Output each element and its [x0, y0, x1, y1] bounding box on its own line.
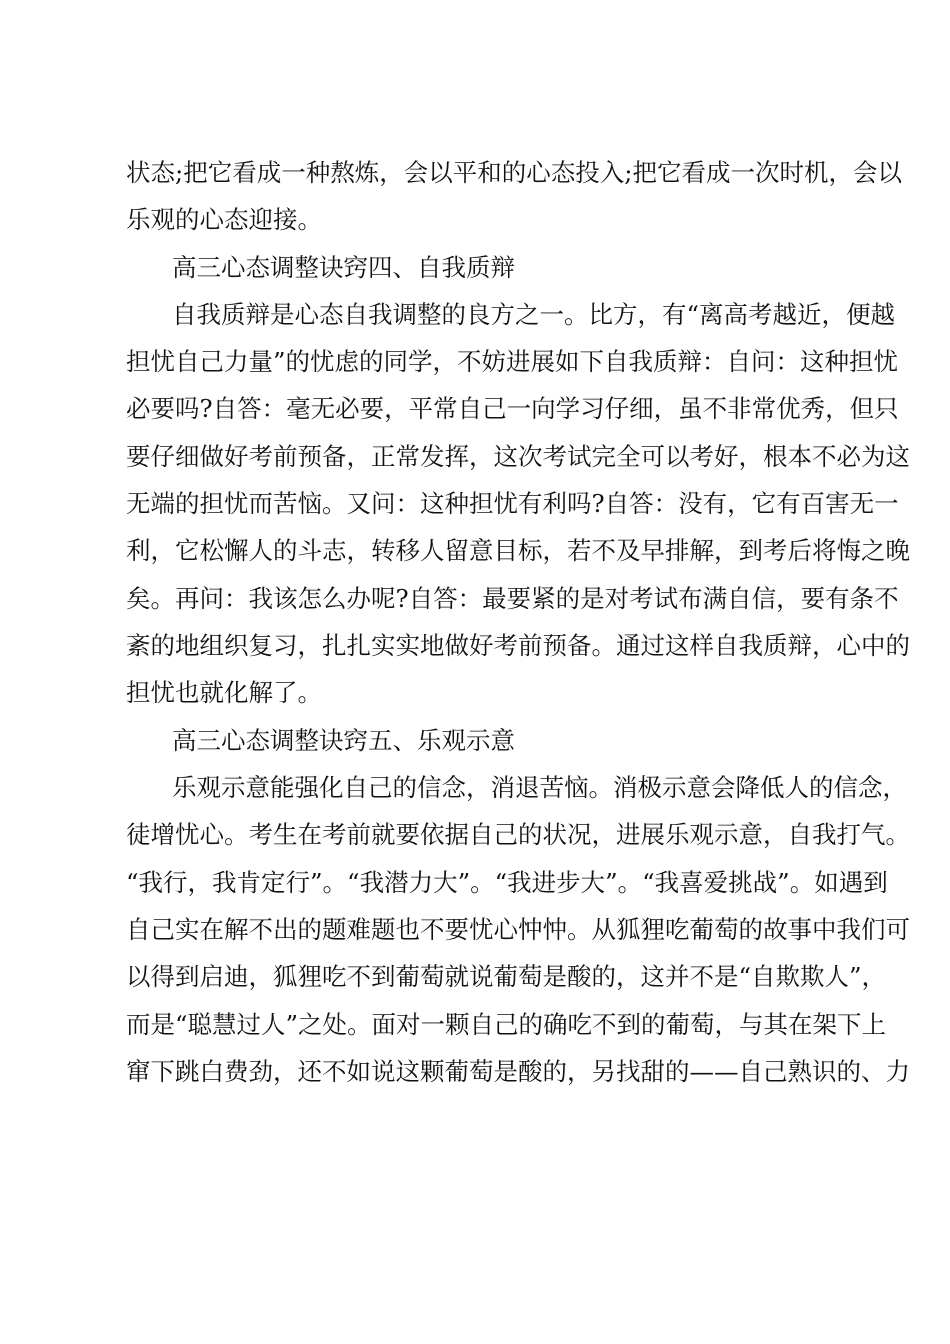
body-text-line: 要仔细做好考前预备，正常发挥，这次考试完全可以考好，根本不必为这	[126, 442, 910, 471]
body-text-line: 乐观的心态迎接。	[126, 205, 322, 234]
body-text-line: 乐观示意能强化自己的信念，消退苦恼。消极示意会降低人的信念，	[172, 773, 907, 802]
body-text-line: 窜下跳白费劲，还不如说这颗葡萄是酸的，另找甜的——自己熟识的、力	[126, 1057, 910, 1086]
body-text-line: “我行，我肯定行”。“我潜力大”。“我进步大”。“我喜爱挑战”。如遇到	[126, 868, 888, 897]
body-text-line: 担忧也就化解了。	[126, 678, 322, 707]
body-text-line: 利，它松懈人的斗志，转移人留意目标，若不及早排解，到考后将悔之晚	[126, 536, 910, 565]
body-text-line: 必要吗?自答：毫无必要，平常自己一向学习仔细，虽不非常优秀，但只	[126, 394, 899, 423]
section-heading: 高三心态调整诀窍四、自我质辩	[172, 253, 515, 282]
body-text-line: 自己实在解不出的题难题也不要忧心忡忡。从狐狸吃葡萄的故事中我们可	[126, 915, 910, 944]
body-text-line: 以得到启迪，狐狸吃不到葡萄就说葡萄是酸的，这并不是“自欺欺人”，	[126, 962, 887, 991]
body-text-line: 而是“聪慧过人”之处。面对一颗自己的确吃不到的葡萄，与其在架下上	[126, 1010, 887, 1039]
body-text-line: 担忧自己力量”的忧虑的同学，不妨进展如下自我质辩：自问：这种担忧	[126, 347, 899, 376]
body-text-line: 无端的担忧而苦恼。又问：这种担忧有利吗?自答：没有，它有百害无一	[126, 489, 899, 518]
body-text-line: 自我质辩是心态自我调整的良方之一。比方，有“离高考越近，便越	[172, 300, 896, 329]
section-heading: 高三心态调整诀窍五、乐观示意	[172, 726, 515, 755]
body-text-line: 矣。再问：我该怎么办呢?自答：最要紧的是对考试布满自信，要有条不	[126, 584, 899, 613]
body-text-line: 紊的地组织复习，扎扎实实地做好考前预备。通过这样自我质辩，心中的	[126, 631, 910, 660]
body-text-line: 状态;把它看成一种熬炼，会以平和的心态投入;把它看成一次时机，会以	[126, 158, 903, 187]
body-text-line: 徒增忧心。考生在考前就要依据自己的状况，进展乐观示意，自我打气。	[126, 820, 910, 849]
